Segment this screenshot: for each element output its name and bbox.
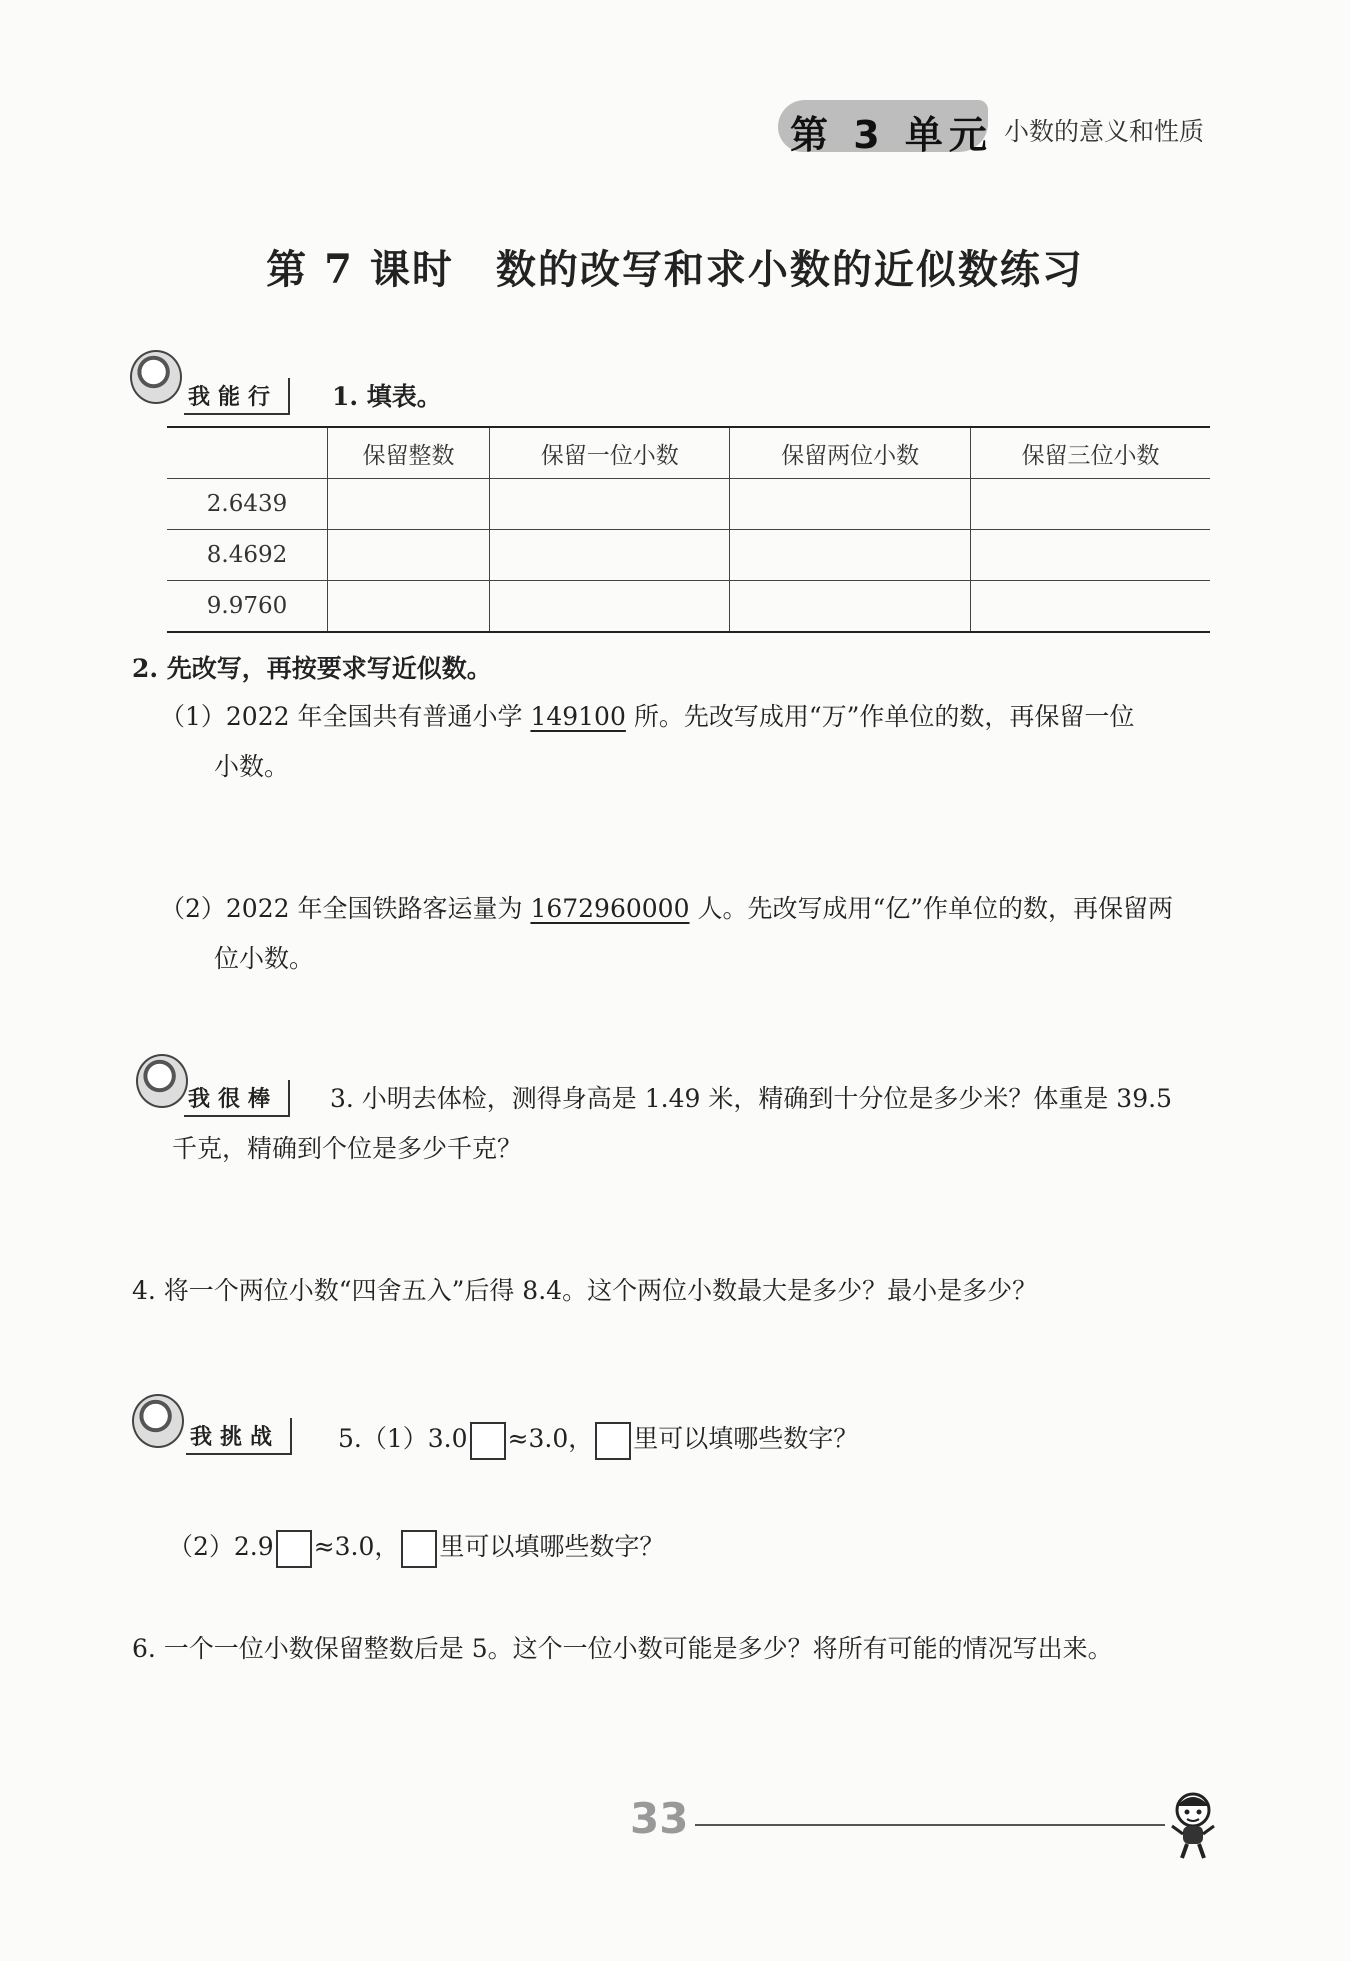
answer-cell[interactable]: [490, 581, 730, 633]
answer-cell[interactable]: [490, 530, 730, 581]
section-label-challenge: 我挑战: [186, 1418, 292, 1455]
q5-part1-text: ≈3.0，: [507, 1424, 594, 1453]
girl-mascot-icon: [136, 1054, 188, 1108]
answer-cell[interactable]: [328, 581, 490, 633]
q2-part1-text: （1）2022 年全国共有普通小学: [160, 702, 531, 731]
answer-cell[interactable]: [970, 530, 1210, 581]
table-header-cell: [167, 427, 328, 479]
answer-box[interactable]: [595, 1422, 631, 1460]
q3-line2: 千克，精确到个位是多少千克？: [172, 1134, 523, 1163]
answer-box[interactable]: [276, 1530, 312, 1568]
q5-part2-text: （2）2.9: [168, 1532, 274, 1561]
q2-part2-text: 人。先改写成用“亿”作单位的数，再保留两: [689, 894, 1174, 923]
unit-subtitle: 小数的意义和性质: [1004, 117, 1205, 146]
answer-cell[interactable]: [328, 530, 490, 581]
q5-part1: [338, 1414, 858, 1464]
table-header-cell: 保留整数: [328, 427, 490, 479]
q5-part2-text: ≈3.0，: [313, 1532, 400, 1561]
answer-cell[interactable]: [970, 581, 1210, 633]
answer-cell[interactable]: [730, 581, 970, 633]
kids-mascot-icon: [132, 1394, 184, 1448]
q2-part1-text: 所。先改写成用“万”作单位的数，再保留一位: [625, 702, 1135, 731]
section-label-can-do: 我能行: [184, 378, 290, 415]
q2-part2-continued: 位小数。: [214, 944, 315, 973]
table-header-cell: 保留一位小数: [490, 427, 730, 479]
table-row-value: 8.4692: [206, 542, 288, 568]
unit-title: 第 3 单元: [790, 113, 993, 157]
q5-part1-text: 里可以填哪些数字？: [633, 1424, 859, 1453]
lesson-title: 第 7 课时 数的改写和求小数的近似数练习: [266, 246, 1084, 293]
table-header-cell: 保留两位小数: [730, 427, 970, 479]
q2-part2-number: 1672960000: [530, 894, 690, 923]
answer-box[interactable]: [401, 1530, 437, 1568]
q5-part1-text: 5.（1）3.0: [338, 1424, 468, 1453]
q5-part2-text: 里可以填哪些数字？: [439, 1532, 665, 1561]
q2-part1-number: 149100: [530, 702, 626, 731]
q2-part2-text: （2）2022 年全国铁路客运量为: [160, 894, 531, 923]
table-row-value: 9.9760: [206, 593, 288, 619]
table-row: [167, 530, 1210, 581]
q4-text: 4. 将一个两位小数“四舍五入”后得 8.4。这个两位小数最大是多少？最小是多少？: [132, 1276, 1038, 1305]
girl-mascot-icon: [130, 350, 182, 404]
q2-part2: [160, 884, 1220, 934]
table-header-row: [167, 427, 1210, 479]
boy-mascot-icon: [1166, 1790, 1220, 1860]
answer-box[interactable]: [470, 1422, 506, 1460]
answer-cell[interactable]: [730, 530, 970, 581]
q3-line1: 3. 小明去体检，测得身高是 1.49 米，精确到十分位是多少米？体重是 39.5: [330, 1084, 1172, 1113]
rounding-table: [167, 426, 1210, 633]
q5-part2: [168, 1522, 664, 1572]
answer-cell[interactable]: [970, 479, 1210, 530]
table-row: [167, 581, 1210, 633]
table-row-value: 2.6439: [206, 491, 288, 517]
q6-text: 6. 一个一位小数保留整数后是 5。这个一位小数可能是多少？将所有可能的情况写出来。: [132, 1634, 1113, 1663]
q1-prompt: 1. 填表。: [332, 382, 442, 411]
table-row: [167, 479, 1210, 530]
footer-divider: [695, 1824, 1165, 1826]
section-label-great: 我很棒: [184, 1080, 290, 1117]
answer-cell[interactable]: [490, 479, 730, 530]
page-number: 33: [630, 1794, 689, 1843]
q2-part1-continued: 小数。: [214, 752, 290, 781]
q2-part1: [160, 692, 1220, 742]
q2-prompt: 2. 先改写，再按要求写近似数。: [132, 654, 492, 683]
table-header-cell: 保留三位小数: [970, 427, 1210, 479]
answer-cell[interactable]: [730, 479, 970, 530]
answer-cell[interactable]: [328, 479, 490, 530]
